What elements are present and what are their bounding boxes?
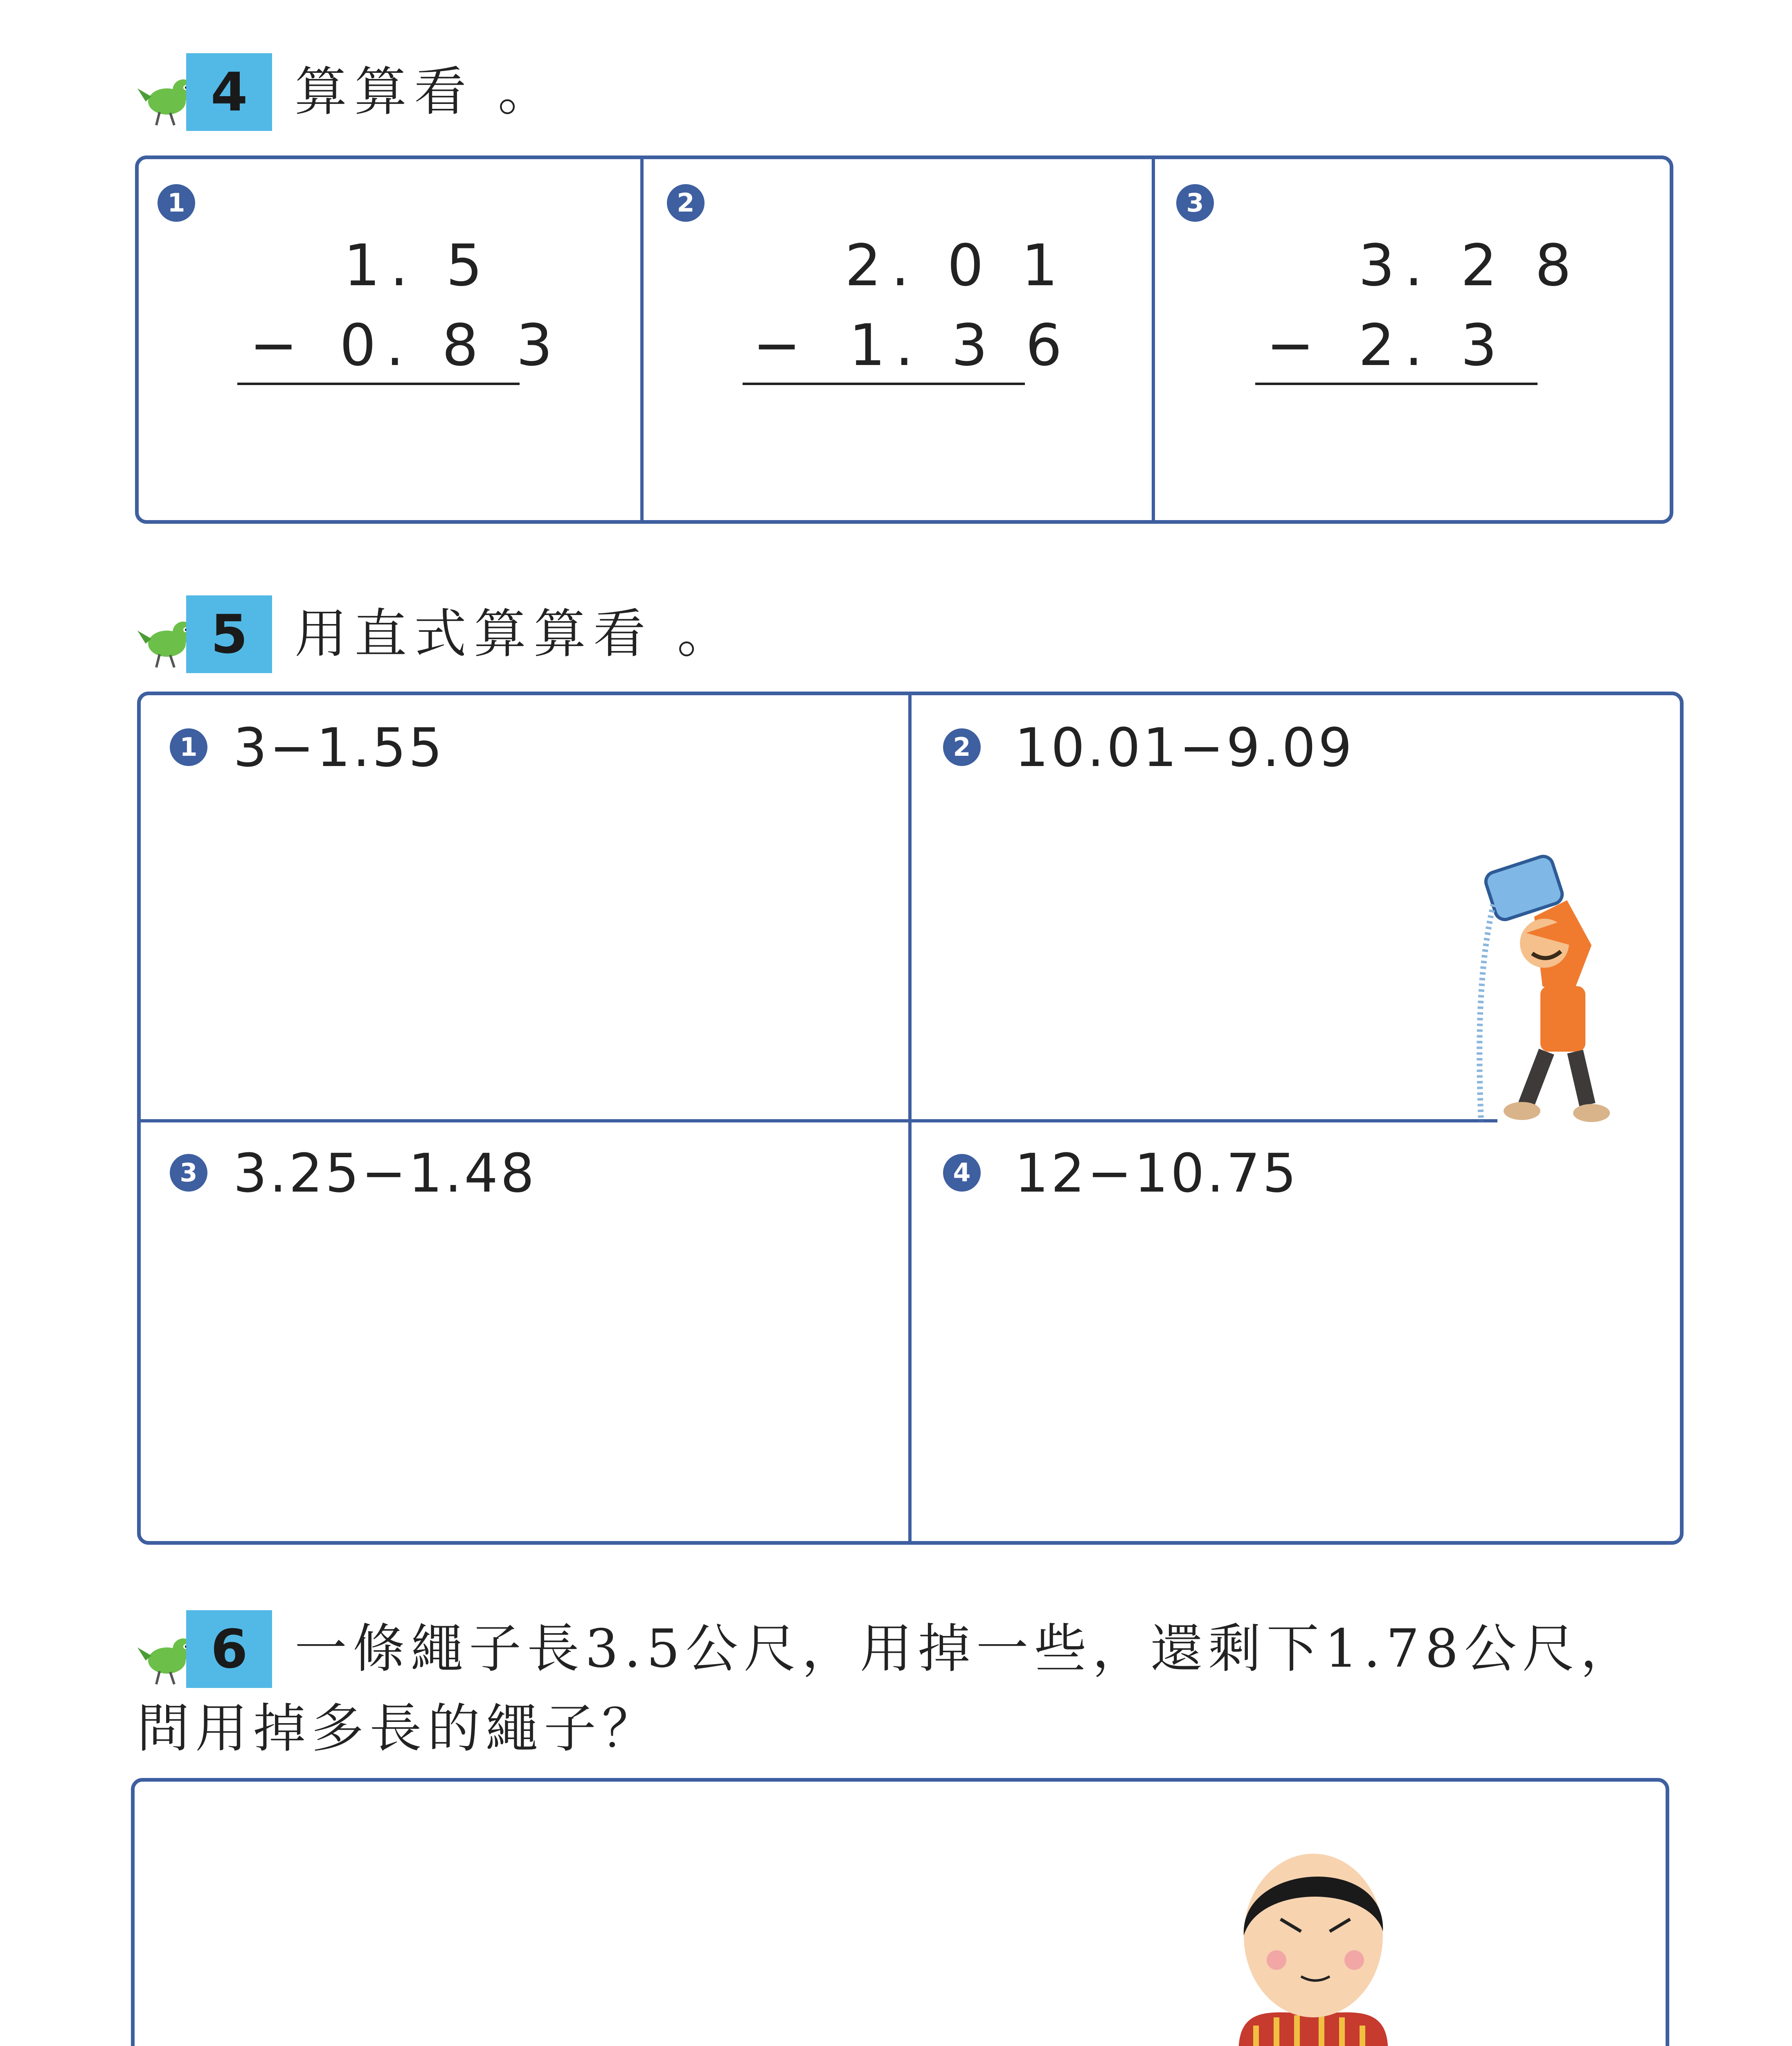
problem-5-3-marker: 3 (170, 1154, 207, 1192)
section-6-question-line-1: 一條繩子長3.5公尺，用掉一些，還剩下1.78公尺， (295, 1618, 1639, 1679)
problem-4-2-marker: 2 (667, 184, 705, 222)
problem-4-3-marker: 3 (1176, 184, 1214, 222)
problem-4-2-rule (743, 383, 1025, 385)
problem-5-2-expression: 10.01−9.09 (1015, 717, 1355, 779)
problem-5-4-expression: 12−10.75 (1015, 1142, 1299, 1204)
section-5-horizontal-divider-left (139, 1119, 910, 1122)
section-5-horizontal-divider-right (908, 1119, 1497, 1122)
problem-5-2-marker: 2 (943, 728, 981, 766)
problem-4-1-operator: − (250, 312, 308, 379)
problem-4-2-operator: − (753, 312, 811, 379)
section-4-number: 4 (211, 61, 248, 123)
problem-4-1-rule (237, 383, 520, 385)
boy-pouring-water-illustration (1465, 851, 1645, 1138)
problem-4-3-bottom: 2. 3 (1358, 312, 1507, 379)
section-4-divider-2 (1152, 157, 1155, 522)
problem-4-2-bottom: 1. 3 6 (849, 312, 1072, 379)
problem-4-1-bottom: 0. 8 3 (340, 312, 563, 379)
problem-4-2-top: 2. 0 1 (845, 232, 1068, 299)
section-4-divider-1 (640, 157, 644, 522)
section-5-title: 用直式算算看 。 (295, 604, 737, 665)
problem-5-3-expression: 3.25−1.48 (233, 1142, 537, 1204)
problem-4-1-marker: 1 (158, 184, 195, 222)
problem-5-4-marker: 4 (943, 1154, 981, 1192)
problem-5-1-expression: 3−1.55 (233, 717, 445, 779)
problem-4-3-rule (1255, 383, 1538, 385)
problem-5-1-marker: 1 (170, 728, 207, 766)
section-5-vertical-divider (908, 693, 912, 1543)
section-5-number: 5 (211, 603, 248, 665)
problem-4-3-top: 3. 2 8 (1358, 232, 1581, 299)
section-6-number: 6 (211, 1618, 248, 1680)
problem-4-3-operator: − (1266, 312, 1324, 379)
girl-cutting-rope-illustration (1084, 1837, 1641, 2046)
problem-4-1-top: 1. 5 (344, 232, 493, 299)
section-4-title: 算算看 。 (295, 61, 558, 122)
section-6-question-line-2: 問用掉多長的繩子？ (137, 1698, 660, 1759)
